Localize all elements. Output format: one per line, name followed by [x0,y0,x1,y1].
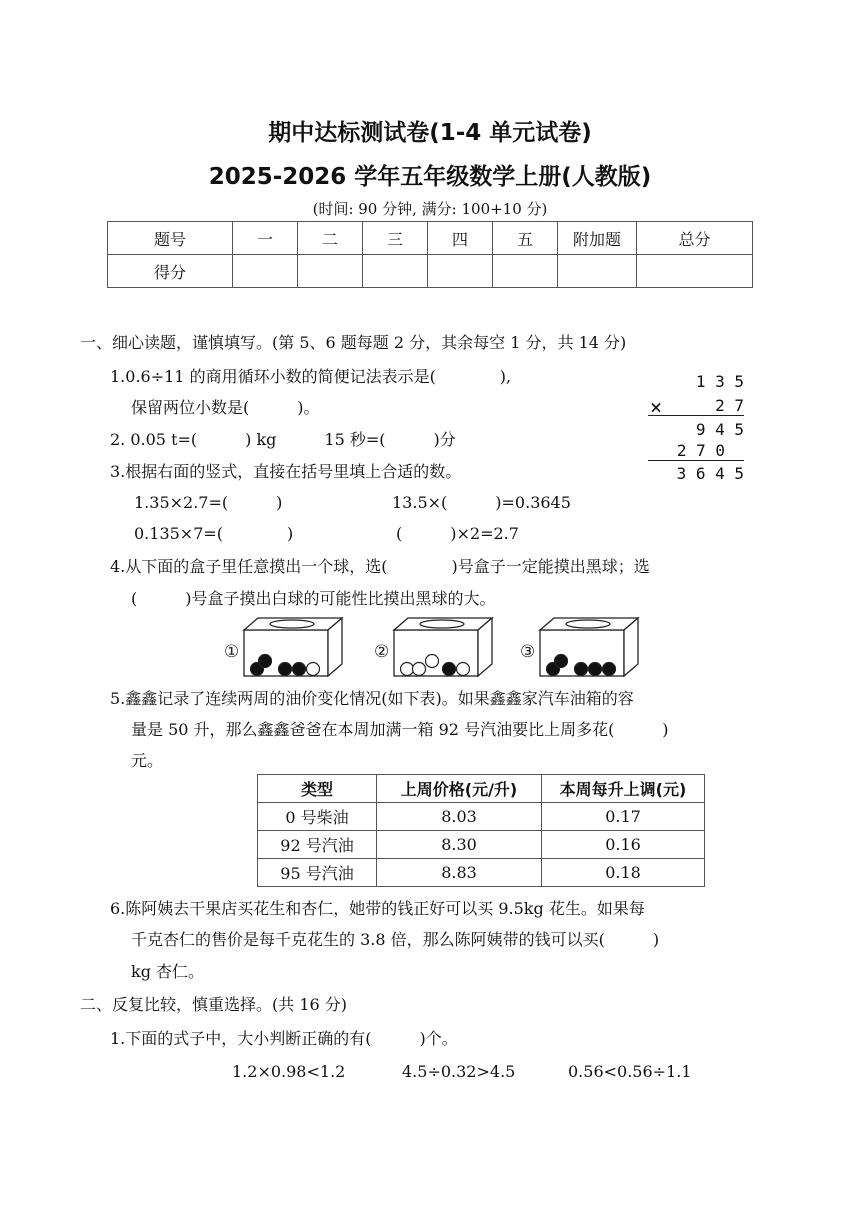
score-row-label: 得分 [108,255,233,288]
score-header-cell: 附加题 [558,222,637,255]
question6-line1: 6.陈阿姨去干果店买花生和杏仁，她带的钱正好可以买 9.5kg 花生。如果每 [110,899,645,918]
calc-divider-line [648,460,744,461]
score-cell[interactable] [233,255,298,288]
calc-row-partial1: 9 4 5 [695,420,744,439]
score-cell[interactable] [428,255,493,288]
black-ball [575,663,588,676]
score-cell[interactable] [298,255,363,288]
comparison-expression: 0.56<0.56÷1.1 [568,1062,692,1081]
calc-divider-line [648,415,744,416]
calc-row-multiplicand: 1 3 5 [695,372,744,391]
ball-box [520,618,638,676]
calc-row-multiplier: 2 7 [715,396,744,415]
oil-last-price-cell: 8.03 [377,803,542,831]
oil-last-price-cell: 8.83 [377,859,542,887]
ball-boxes-figure [222,614,652,682]
question5-line3: 元。 [131,751,164,770]
section2-question1: 1.下面的式子中，大小判断正确的有( )个。 [110,1029,458,1048]
score-header-cell: 一 [233,222,298,255]
black-ball [555,655,568,668]
score-cell[interactable] [558,255,637,288]
box-label: ① [224,642,240,662]
ball-boxes-svg [222,614,652,682]
box-label: ③ [520,642,536,662]
black-ball [279,663,292,676]
question3-item-c: 0.135×7=( ) [134,524,294,543]
box-opening [420,620,464,628]
oil-table-header-row [258,775,705,803]
question3-item-d: ( )×2=2.7 [396,524,519,543]
oil-type-cell: 0 号柴油 [258,803,377,831]
score-cell[interactable] [637,255,753,288]
score-cell[interactable] [363,255,428,288]
score-header-cell: 三 [363,222,428,255]
question4-line1: 4.从下面的盒子里任意摸出一个球，选( )号盒子一定能摸出黑球；选 [110,557,650,576]
exam-time-info: (时间: 90 分钟, 满分: 100+10 分) [312,200,548,218]
black-ball [589,663,602,676]
question3-item-b: 13.5×( )=0.3645 [392,493,571,512]
white-ball [457,663,470,676]
oil-type-cell: 92 号汽油 [258,831,377,859]
multiply-sign: × [650,395,663,419]
score-header-cell: 二 [298,222,363,255]
score-table-header-row [108,222,753,255]
black-ball [603,663,616,676]
box-label: ② [374,642,390,662]
score-header-cell: 五 [493,222,558,255]
oil-header-cell: 本周每升上调(元) [542,775,705,803]
vertical-calculation [648,372,744,484]
oil-header-cell: 上周价格(元/升) [377,775,542,803]
question5-line1: 5.鑫鑫记录了连续两周的油价变化情况(如下表)。如果鑫鑫家汽车油箱的容 [110,689,634,708]
table-row [258,831,705,859]
oil-increase-cell: 0.18 [542,859,705,887]
oil-last-price-cell: 8.30 [377,831,542,859]
white-ball [413,663,426,676]
question1-line1: 1.0.6÷11 的商用循环小数的简便记法表示是( ), [110,367,512,386]
question6-line3: kg 杏仁。 [131,962,205,981]
box-opening [566,620,610,628]
question2: 2. 0.05 t=( ) kg 15 秒=( )分 [110,430,456,449]
question1-line2: 保留两位小数是( )。 [131,398,320,417]
score-table [107,221,753,288]
oil-increase-cell: 0.17 [542,803,705,831]
question4-line2: ( )号盒子摸出白球的可能性比摸出黑球的大。 [131,589,496,608]
calc-row-partial2: 2 7 0 [676,441,725,460]
black-ball [443,663,456,676]
table-row [258,859,705,887]
ball-box [374,618,492,676]
black-ball [259,655,272,668]
comparison-expression: 4.5÷0.32>4.5 [402,1062,516,1081]
white-ball [426,655,439,668]
white-ball [307,663,320,676]
exam-title: 期中达标测试卷(1-4 单元试卷) [268,120,592,146]
question6-line2: 千克杏仁的售价是每千克花生的 3.8 倍，那么陈阿姨带的钱可以买( ) [131,930,660,949]
score-table-score-row [108,255,753,288]
score-header-cell: 总分 [637,222,753,255]
exam-subtitle-grade: 2025-2026 学年五年级数学上册(人教版) [208,164,652,190]
oil-type-cell: 95 号汽油 [258,859,377,887]
oil-increase-cell: 0.16 [542,831,705,859]
question5-line2: 量是 50 升，那么鑫鑫爸爸在本周加满一箱 92 号汽油要比上周多花( ) [131,720,669,739]
question3: 3.根据右面的竖式，直接在括号里填上合适的数。 [110,462,462,481]
oil-price-table [257,774,705,887]
comparison-expression: 1.2×0.98<1.2 [232,1062,346,1081]
score-header-cell: 题号 [108,222,233,255]
table-row [258,803,705,831]
section2-heading: 二、反复比较，慎重选择。(共 16 分) [80,995,348,1014]
score-header-cell: 四 [428,222,493,255]
calc-row-product: 3 6 4 5 [676,464,744,483]
ball-box [224,618,342,676]
white-ball [401,663,414,676]
question3-item-a: 1.35×2.7=( ) [134,493,283,512]
section1-heading: 一、细心读题，谨慎填写。(第 5、6 题每题 2 分，其余每空 1 分，共 14 分) [80,333,627,352]
oil-header-cell: 类型 [258,775,377,803]
box-opening [270,620,314,628]
black-ball [293,663,306,676]
score-cell[interactable] [493,255,558,288]
